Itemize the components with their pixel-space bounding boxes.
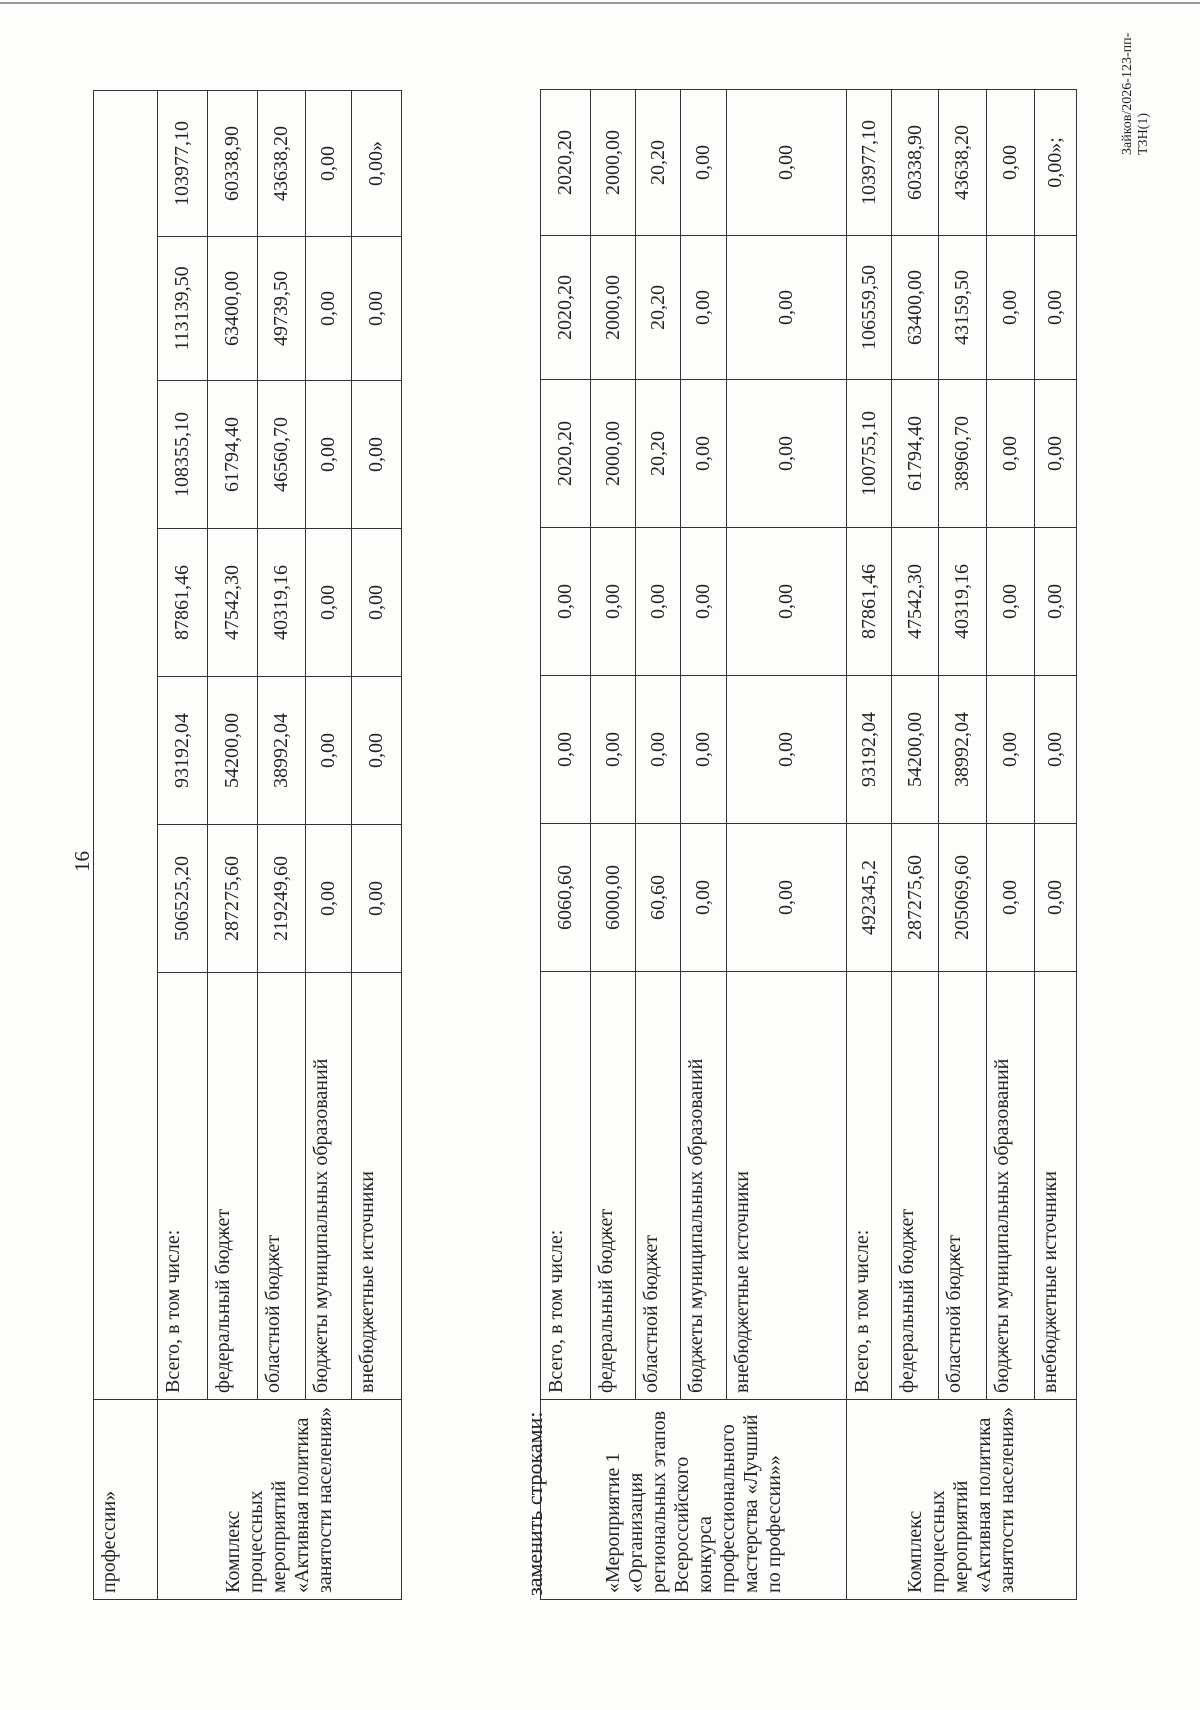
amount-cell: 0,00 <box>1035 236 1077 380</box>
amount-cell: 38992,04 <box>258 677 306 825</box>
amount-cell: 38992,04 <box>939 676 987 824</box>
amount-cell: 0,00 <box>306 90 352 236</box>
amount-cell: 0,00 <box>987 380 1035 528</box>
table-row <box>636 90 681 1600</box>
funding-source-label: бюджеты муниципальных образований <box>987 972 1035 1400</box>
amount-cell: 0,00 <box>681 236 727 380</box>
funding-source-label: внебюджетные источники <box>1035 972 1077 1400</box>
amount-cell: 103977,10 <box>158 90 208 236</box>
amount-cell: 0,00 <box>681 528 727 676</box>
funding-source-label: федеральный бюджет <box>892 972 939 1400</box>
amount-cell: 113139,50 <box>158 237 208 381</box>
amount-cell: 0,00 <box>541 676 591 824</box>
amount-cell: 0,00 <box>352 381 402 529</box>
table-row <box>306 90 352 1599</box>
amount-cell: 43638,20 <box>939 90 987 236</box>
amount-cell: 0,00 <box>727 824 847 972</box>
table-row <box>681 90 727 1600</box>
table-row <box>94 90 158 1599</box>
amount-cell: 47542,30 <box>208 529 258 677</box>
amount-cell: 0,00 <box>352 529 402 677</box>
amount-cell: 61794,40 <box>208 381 258 529</box>
amount-cell: 0,00 <box>591 676 636 824</box>
amount-cell: 0,00 <box>681 824 727 972</box>
amount-cell: 2000,00 <box>591 90 636 236</box>
amount-cell: 108355,10 <box>158 381 208 529</box>
amount-cell: 205069,60 <box>939 824 987 972</box>
amount-cell: 106559,50 <box>847 236 892 380</box>
amount-cell: 54200,00 <box>892 676 939 824</box>
amount-cell: 0,00 <box>727 380 847 528</box>
amount-cell: 0,00 <box>727 90 847 236</box>
table-row <box>591 90 636 1600</box>
amount-cell: 0,00 <box>636 676 681 824</box>
replace-instruction: заменить строками: <box>522 1411 547 1596</box>
table-row <box>727 90 847 1600</box>
amount-cell: 103977,10 <box>847 90 892 236</box>
amount-cell: 0,00 <box>987 236 1035 380</box>
amount-cell: 0,00 <box>306 825 352 973</box>
amount-cell: 0,00 <box>352 677 402 825</box>
amount-cell: 0,00 <box>352 237 402 381</box>
document-footer-code: Зайков/2026-123-пп-ТЗН(1) <box>1120 32 1151 155</box>
amount-cell: 0,00 <box>987 90 1035 236</box>
amount-cell: 0,00 <box>681 90 727 236</box>
funding-source-label: федеральный бюджет <box>591 972 636 1400</box>
funding-source-label: внебюджетные источники <box>727 972 847 1400</box>
amount-cell: 6000,00 <box>591 824 636 972</box>
amount-cell: 54200,00 <box>208 677 258 825</box>
amount-cell: 63400,00 <box>208 237 258 381</box>
amount-cell: 219249,60 <box>258 825 306 973</box>
amount-cell: 0,00 <box>727 236 847 380</box>
continuation-cell: профессии» <box>94 1400 158 1600</box>
amount-cell: 287275,60 <box>892 824 939 972</box>
funding-source-label: бюджеты муниципальных образований <box>681 972 727 1400</box>
amount-cell: 0,00 <box>681 676 727 824</box>
amount-cell: 0,00 <box>591 528 636 676</box>
funding-source-label: областной бюджет <box>636 972 681 1400</box>
amount-cell: 0,00 <box>1035 380 1077 528</box>
event-name-cell: «Мероприятие 1 «Организация региональных этапов Всероссийского конкурса профессионального мастерства «Лучший по профессии»» <box>541 1400 847 1600</box>
table-row <box>158 90 208 1599</box>
table-row <box>258 90 306 1599</box>
amount-cell: 0,00 <box>352 825 402 973</box>
funding-source-label: Всего, в том числе: <box>541 972 591 1400</box>
amount-cell: 60338,90 <box>208 90 258 236</box>
amount-cell: 46560,70 <box>258 381 306 529</box>
table-row <box>541 90 591 1600</box>
amount-cell: 0,00 <box>1035 676 1077 824</box>
amount-cell: 0,00 <box>1035 528 1077 676</box>
amount-cell: 0,00 <box>306 529 352 677</box>
amount-cell: 2020,20 <box>541 380 591 528</box>
table-row <box>352 90 402 1599</box>
amount-cell: 0,00 <box>727 676 847 824</box>
amount-cell: 0,00 <box>1035 824 1077 972</box>
table-row <box>892 90 939 1600</box>
amount-cell: 0,00 <box>306 381 352 529</box>
table-row <box>987 90 1035 1600</box>
amount-cell: 2000,00 <box>591 236 636 380</box>
amount-cell: 87861,46 <box>847 528 892 676</box>
amount-cell: 20,20 <box>636 380 681 528</box>
amount-cell: 0,00 <box>987 676 1035 824</box>
amount-cell: 49739,50 <box>258 237 306 381</box>
amount-cell: 60,60 <box>636 824 681 972</box>
amount-cell: 20,20 <box>636 236 681 380</box>
table-row <box>939 90 987 1600</box>
amount-cell: 63400,00 <box>892 236 939 380</box>
page-number: 16 <box>70 851 94 872</box>
table-row <box>208 90 258 1599</box>
amount-cell: 0,00 <box>306 677 352 825</box>
amount-cell: 61794,40 <box>892 380 939 528</box>
funding-table-new <box>540 89 1077 1600</box>
amount-cell: 0,00 <box>306 237 352 381</box>
funding-source-label: Всего, в том числе: <box>847 972 892 1400</box>
amount-cell: 0,00 <box>987 528 1035 676</box>
amount-cell: 0,00» <box>352 90 402 236</box>
amount-cell: 100755,10 <box>847 380 892 528</box>
amount-cell: 2020,20 <box>541 90 591 236</box>
funding-source-label: федеральный бюджет <box>208 973 258 1400</box>
amount-cell: 0,00 <box>541 528 591 676</box>
empty-cell <box>94 90 158 1399</box>
program-name-cell: Комплекс процессных мероприятий «Активная политика занятости населения» <box>847 1400 1077 1600</box>
amount-cell: 38960,70 <box>939 380 987 528</box>
amount-cell: 47542,30 <box>892 528 939 676</box>
amount-cell: 0,00 <box>681 380 727 528</box>
amount-cell: 43638,20 <box>258 90 306 236</box>
amount-cell: 93192,04 <box>158 677 208 825</box>
funding-source-label: Всего, в том числе: <box>158 973 208 1400</box>
amount-cell: 0,00 <box>636 528 681 676</box>
funding-source-label: бюджеты муниципальных образований <box>306 973 352 1400</box>
amount-cell: 40319,16 <box>939 528 987 676</box>
funding-source-label: областной бюджет <box>258 973 306 1400</box>
amount-cell: 87861,46 <box>158 529 208 677</box>
amount-cell: 287275,60 <box>208 825 258 973</box>
funding-table-old <box>93 90 402 1600</box>
amount-cell: 0,00 <box>987 824 1035 972</box>
amount-cell: 506525,20 <box>158 825 208 973</box>
amount-cell: 20,20 <box>636 90 681 236</box>
table-row <box>847 90 892 1600</box>
funding-source-label: областной бюджет <box>939 972 987 1400</box>
amount-cell: 2020,20 <box>541 236 591 380</box>
table-row <box>1035 90 1077 1600</box>
funding-source-label: внебюджетные источники <box>352 973 402 1400</box>
amount-cell: 0,00»; <box>1035 90 1077 236</box>
amount-cell: 2000,00 <box>591 380 636 528</box>
amount-cell: 0,00 <box>727 528 847 676</box>
amount-cell: 6060,60 <box>541 824 591 972</box>
amount-cell: 492345,2 <box>847 824 892 972</box>
amount-cell: 60338,90 <box>892 90 939 236</box>
amount-cell: 93192,04 <box>847 676 892 824</box>
program-name-cell: Комплекс процессных мероприятий «Активная политика занятости населения» <box>158 1400 402 1600</box>
amount-cell: 43159,50 <box>939 236 987 380</box>
amount-cell: 40319,16 <box>258 529 306 677</box>
